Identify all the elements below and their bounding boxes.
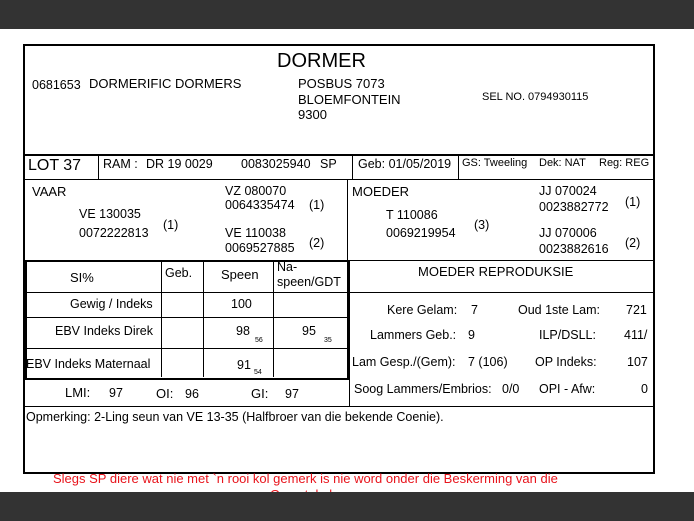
row-direk-naspeen: 95	[302, 324, 316, 338]
moeder-number: 0069219954	[386, 226, 456, 240]
mz-number: 0023882772	[539, 200, 609, 214]
breeder-id: 0681653	[32, 78, 81, 92]
footer-note-line-1: Slegs SP diere wat nie met `n rooi kol gemerk is nie word onder die Beskerming van die	[53, 471, 558, 486]
row-maternaal-label: EBV Indeks Maternaal	[26, 357, 151, 371]
mm-id: JJ 070006	[539, 226, 597, 240]
gi-label: GI:	[251, 386, 269, 401]
col-naspeen-header-1: Na-	[277, 260, 298, 274]
vz-number: 0064335474	[225, 198, 295, 212]
moeder-id: T 110086	[386, 208, 438, 222]
dek-type: Dek: NAT	[539, 157, 586, 169]
col-speen-header: Speen	[221, 267, 259, 282]
ram-label: RAM :	[103, 157, 138, 171]
lam-gesp-value: 7 (106)	[468, 355, 508, 369]
sel-number: SEL NO. 0794930115	[482, 91, 589, 103]
repro-title: MOEDER REPRODUKSIE	[418, 264, 574, 279]
vaar-marker: (1)	[163, 218, 179, 232]
opi-afw-value: 0	[641, 382, 648, 396]
indices-row-line-3	[25, 348, 349, 349]
row-gewig-label: Gewig / Indeks	[70, 297, 153, 311]
repro-divider	[349, 260, 350, 406]
breeder-name: DORMERIFIC DORMERS	[89, 76, 242, 91]
oud-1ste-lam-label: Oud 1ste Lam:	[518, 303, 600, 317]
vaar-id: VE 130035	[79, 207, 141, 221]
top-dark-bar	[0, 0, 694, 29]
row-direk-speen-sub: 56	[255, 337, 263, 344]
mm-marker: (2)	[625, 236, 641, 250]
gs-divider	[458, 156, 459, 179]
mm-number: 0023882616	[539, 242, 609, 256]
vm-number: 0069527885	[225, 241, 295, 255]
oi-value: 96	[185, 387, 199, 401]
birth-divider	[352, 156, 353, 179]
address-line-3: 9300	[298, 107, 327, 122]
vz-id: VZ 080070	[225, 184, 287, 198]
vaar-number: 0072222813	[79, 226, 149, 240]
ram-id: DR 19 0029	[146, 157, 213, 171]
ilp-dsll-label: ILP/DSLL:	[539, 328, 596, 342]
indices-col-line-3	[273, 260, 274, 377]
gi-value: 97	[285, 387, 299, 401]
indices-row-line-1	[25, 292, 349, 293]
row-maternaal-speen: 91	[237, 358, 251, 372]
birth-date: Geb: 01/05/2019	[358, 157, 452, 171]
lot-divider	[98, 156, 99, 179]
op-indeks-value: 107	[627, 355, 648, 369]
address-line-1: POSBUS 7073	[298, 76, 385, 91]
moeder-marker: (3)	[474, 218, 490, 232]
card-title: DORMER	[277, 50, 366, 72]
mz-marker: (1)	[625, 195, 641, 209]
reg-status: Reg: REG	[599, 157, 650, 169]
row-direk-label: EBV Indeks Direk	[55, 324, 153, 338]
ram-number: 0083025940	[241, 157, 311, 171]
ram-sp: SP	[320, 157, 337, 171]
col-si-header: SI%	[70, 270, 94, 285]
remark-divider	[25, 406, 653, 407]
op-indeks-label: OP Indeks:	[535, 355, 597, 369]
remark-text: Opmerking: 2-Ling seun van VE 13-35 (Halfbroer van die bekende Coenie).	[26, 410, 444, 424]
vm-marker: (2)	[309, 236, 325, 250]
lot-divider-bottom	[25, 179, 653, 180]
ilp-dsll-value: 411/	[624, 328, 648, 342]
lot-number: LOT 37	[28, 157, 82, 174]
vm-id: VE 110038	[225, 226, 286, 240]
kere-gelam-value: 7	[471, 303, 478, 317]
lammers-geb-label: Lammers Geb.:	[370, 328, 457, 342]
lam-gesp-label: Lam Gesp./(Gem):	[352, 355, 456, 369]
header-divider	[25, 154, 653, 156]
lot-card	[23, 44, 655, 474]
indices-col-line-1	[161, 260, 162, 377]
row-direk-speen: 98	[236, 324, 250, 338]
col-naspeen-header-2: speen/GDT	[277, 275, 341, 289]
row-maternaal-speen-sub: 54	[254, 369, 262, 376]
lmi-label: LMI:	[65, 385, 91, 400]
gs-type: GS: Tweeling	[462, 157, 528, 169]
mz-id: JJ 070024	[539, 184, 597, 198]
indices-row-line-2	[25, 317, 349, 318]
kere-gelam-label: Kere Gelam:	[387, 303, 458, 317]
oi-label: OI:	[156, 386, 174, 401]
repro-title-divider	[349, 292, 653, 293]
indices-col-line-2	[203, 260, 204, 377]
lammers-geb-value: 9	[468, 328, 475, 342]
soog-value: 0/0	[502, 382, 520, 396]
lmi-value: 97	[109, 386, 123, 400]
bottom-dark-bar	[0, 492, 694, 521]
row-direk-naspeen-sub: 35	[324, 337, 332, 344]
vz-marker: (1)	[309, 198, 325, 212]
row-gewig-speen: 100	[231, 297, 252, 311]
col-geb-header: Geb.	[165, 266, 193, 280]
soog-label: Soog Lammers/Embrios:	[354, 382, 492, 396]
vaar-label: VAAR	[32, 184, 67, 199]
pedigree-divider	[347, 179, 348, 260]
moeder-label: MOEDER	[352, 184, 410, 199]
address-line-2: BLOEMFONTEIN	[298, 92, 401, 107]
opi-afw-label: OPI - Afw:	[539, 382, 596, 396]
oud-1ste-lam-value: 721	[626, 303, 647, 317]
